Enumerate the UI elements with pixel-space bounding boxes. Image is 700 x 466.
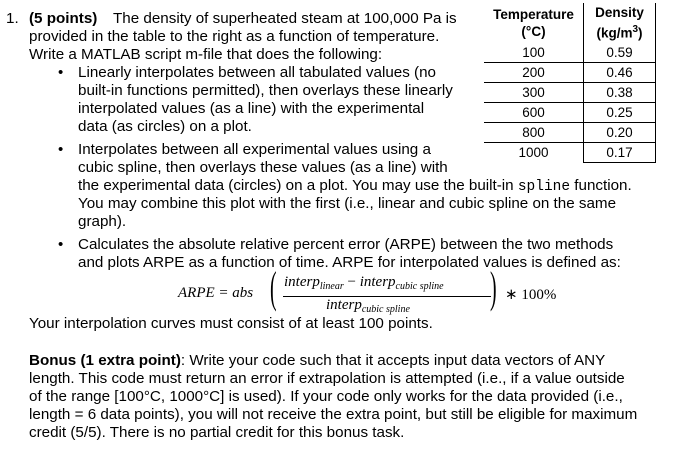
- problem-number: 1.: [6, 10, 19, 27]
- equation-den: interp: [326, 297, 362, 313]
- table-row: [484, 123, 656, 143]
- equation-num-a: interp: [284, 274, 320, 290]
- header-density: [584, 3, 656, 43]
- bullet-2-line-5: graph).: [78, 213, 127, 230]
- table-row: [484, 43, 656, 63]
- density-cell: 0.17: [584, 143, 656, 163]
- steam-density-table: [484, 3, 656, 163]
- problem-line-1: The density of superheated steam at 100,000 Pa is: [113, 10, 457, 27]
- equation-rhs-text: ∗ 100%: [505, 287, 557, 303]
- equation-numerator: [284, 274, 444, 292]
- temp-cell: 600: [484, 103, 584, 123]
- equation-num-b-sub: cubic spline: [395, 281, 444, 292]
- spline-code: spline: [517, 179, 571, 195]
- header-density-label: Density: [595, 5, 644, 21]
- bullet-2-line-3-pre: the experimental data (circles) on a plot. You may use the built-in: [78, 177, 518, 194]
- bullet-1-line-1: Linearly interpolates between all tabulated values (no: [78, 64, 436, 81]
- temp-cell: 200: [484, 63, 584, 83]
- header-density-sup: 3: [632, 24, 639, 36]
- bullet-2-line-4: You may combine this plot with the first (i.e., linear and cubic spline on the same: [78, 195, 617, 212]
- bullet-3-line-2: and plots ARPE as a function of time. ARPE for interpolated values is defined as:: [78, 254, 621, 271]
- density-cell: 0.38: [584, 83, 656, 103]
- equation-denominator: [326, 297, 410, 315]
- table-header-row: [484, 3, 656, 43]
- density-cell: 0.20: [584, 123, 656, 143]
- bonus-line-3: of the range [100°C, 1000°C] is used). If your code only works for the data provided (i.e.,: [29, 388, 623, 405]
- problem-points: (5 points): [29, 10, 98, 27]
- table-row: [484, 83, 656, 103]
- bonus-line-1-rest: : Write your code such that it accepts input data vectors of ANY: [180, 352, 606, 369]
- temp-cell: 800: [484, 123, 584, 143]
- header-density-unit: (kg/m: [596, 25, 633, 41]
- bullet-3-dot: •: [58, 236, 64, 253]
- closing-line: Your interpolation curves must consist of at least 100 points.: [29, 315, 433, 332]
- bullet-2-line-3-post: function.: [570, 177, 632, 194]
- table-row: [484, 63, 656, 83]
- temp-cell: 1000: [484, 143, 584, 163]
- equation-num-b: interp: [359, 274, 396, 290]
- equation-minus: −: [347, 274, 356, 290]
- bonus-line-4: length = 6 data points), you will not receive the extra point, but still be eligible for maximum: [29, 406, 638, 423]
- bullet-2-line-2: cubic spline, then overlays these values (as a line) with: [78, 159, 448, 176]
- header-temperature-unit: (°C): [521, 24, 546, 39]
- header-temperature-label: Temperature: [493, 7, 574, 22]
- equation-num-a-sub: linear: [319, 281, 344, 292]
- density-cell: 0.25: [584, 103, 656, 123]
- bullet-1-dot: •: [58, 64, 64, 81]
- bullet-1-line-3: interpolated values (as a line) with the experimental: [78, 100, 425, 117]
- equation-lhs: ARPE = abs: [178, 285, 254, 301]
- bullet-2-line-3: [78, 177, 632, 196]
- bonus-label: Bonus (1 extra point): [29, 352, 181, 369]
- equation-left-paren: (: [270, 263, 277, 312]
- equation-right-paren: ): [490, 263, 497, 312]
- temp-cell: 100: [484, 43, 584, 63]
- bonus-line-5: credit (5/5). There is no partial credit for this bonus task.: [29, 424, 405, 441]
- density-cell: 0.59: [584, 43, 656, 63]
- temp-cell: 300: [484, 83, 584, 103]
- table-row: [484, 103, 656, 123]
- density-cell: 0.46: [584, 63, 656, 83]
- header-temperature: [484, 3, 584, 43]
- bullet-1-line-2: built-in functions permitted), then overlays these linearly: [78, 82, 453, 99]
- problem-line-3: Write a MATLAB script m-file that does the following:: [29, 46, 383, 63]
- header-density-close: ): [638, 25, 643, 41]
- equation-den-sub: cubic spline: [361, 304, 410, 315]
- bullet-3-line-1: Calculates the absolute relative percent error (ARPE) between the two methods: [78, 236, 614, 253]
- bullet-2-line-1: Interpolates between all experimental values using a: [78, 141, 431, 158]
- bullet-2-dot: •: [58, 141, 64, 158]
- bonus-line-1: [29, 352, 605, 370]
- table-row: [484, 143, 656, 163]
- bonus-line-2: length. This code must return an error if extrapolation is attempted (i.e., if a value outside: [29, 370, 625, 387]
- bullet-1-line-4: data (as circles) on a plot.: [78, 118, 252, 135]
- equation-rhs: [505, 285, 556, 304]
- problem-line-2: provided in the table to the right as a function of temperature.: [29, 28, 440, 45]
